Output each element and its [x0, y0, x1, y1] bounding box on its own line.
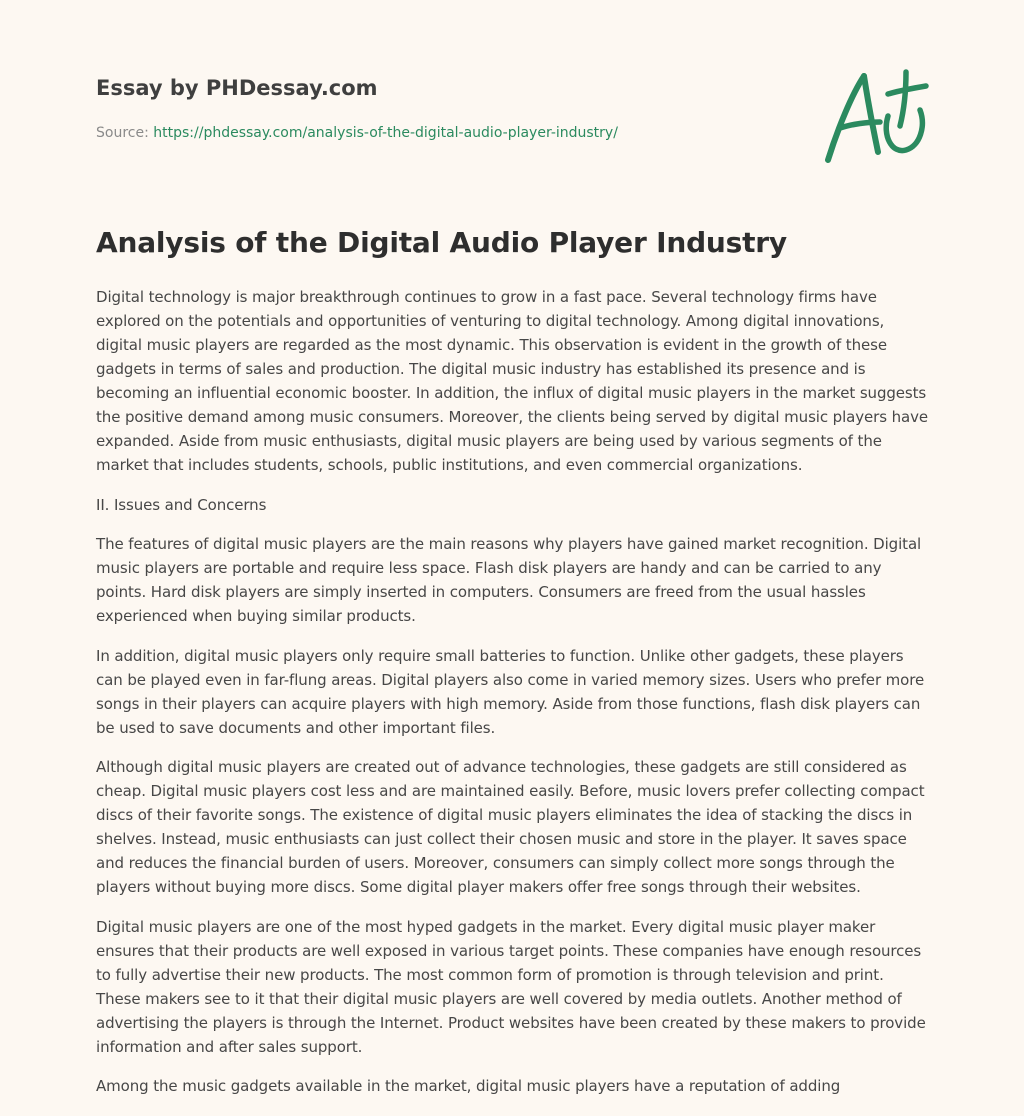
- source-link[interactable]: https://phdessay.com/analysis-of-the-digital-audio-player-industry/: [153, 125, 618, 141]
- essay-title: Analysis of the Digital Audio Player Industry: [96, 226, 787, 259]
- site-brand: Essay by PHDessay.com: [96, 76, 378, 100]
- essay-body: [96, 285, 932, 1114]
- source-line: [96, 125, 618, 141]
- essay-paragraph: Digital music players are one of the most hyped gadgets in the market. Every digital music player maker ensures that their products are well exposed in various target points. These companies have enough resources to fully advertise their new products. The most common form of promotion is through television and print. These makers see to it that their digital music players are well covered by media outlets. Another method of advertising the players is through the Internet. Product websites have been created by these makers to provide information and after sales support.: [96, 917, 926, 1056]
- essay-paragraph: In addition, digital music players only require small batteries to function. Unlike other gadgets, these players can be played even in far-flung areas. Digital players also come in varied memory sizes. Users who prefer more songs in their players can acquire players with high memory. Aside from those functions, flash disk players can be used to save documents and other important files.: [96, 646, 925, 737]
- source-label: Source:: [96, 125, 149, 141]
- a-plus-logo-icon: [818, 66, 934, 166]
- essay-paragraph: Among the music gadgets available in the market, digital music players have a reputation of adding: [96, 1077, 841, 1095]
- essay-paragraph: Although digital music players are created out of advance technologies, these gadgets are still considered as cheap. Digital music players cost less and are maintained easily. Before, music lovers prefer collecting compact discs of their favorite songs. The existence of digital music players eliminates the idea of stacking the discs in shelves. Instead, music enthusiasts can just collect their chosen music and store in the player. It saves space and reduces the financial burden of users. Moreover, consumers can simply collect more songs through the players without buying more discs. Some digital player makers offer free songs through their websites.: [96, 758, 925, 896]
- essay-paragraph: Digital technology is major breakthrough continues to grow in a fast pace. Several technology firms have explored on the potentials and opportunities of venturing to digital technology. Among digital innovations, digital music players are regarded as the most dynamic. This observation is evident in the growth of these gadgets in terms of sales and production. The digital music industry has established its presence and is becoming an influential economic booster. In addition, the influx of digital music players in the market suggests the positive demand among music consumers. Moreover, the clients being served by digital music players have expanded. Aside from music enthusiasts, digital music players are being used by various segments of the market that includes students, schools, public institutions, and even commercial organizations.: [96, 288, 929, 474]
- essay-paragraph: The features of digital music players are the main reasons why players have gained market recognition. Digital music players are portable and require less space. Flash disk players are handy and can be carried to any points. Hard disk players are simply inserted in computers. Consumers are freed from the usual hassles experienced when buying similar products.: [96, 535, 922, 625]
- section-heading: II. Issues and Concerns: [96, 495, 267, 514]
